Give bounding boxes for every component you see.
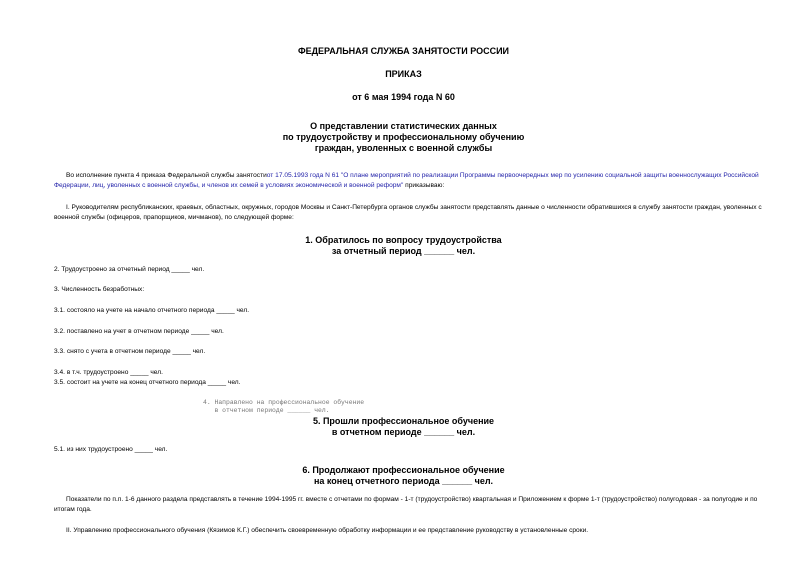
form-item-3-5: 3.5. состоит на учете на конец отчетного периода _____ чел. xyxy=(54,379,241,386)
form-item-5-line-2: в отчетном периоде ______ чел. xyxy=(331,427,476,437)
order-reference-link[interactable]: от 17.05.1993 года N 61 "О плане мероприятий по реализации Программы первоочередных мер по усилению социальной защиты военнослужащих Российской Федерации, лиц, уволенных с военной службы, и членов их семей в условиях экономической и военной реформ" xyxy=(54,172,759,189)
section-1-paragraph: I. Руководителям республиканских, краевых, областных, окружных, городов Москвы и Санкт-Петербурга органов службы занятости представлять данные о численности обратившихся в службу занятости граждан, уволенных с военной службы (офицеров, прапорщиков, мичманов), по следующей форме: xyxy=(54,204,762,221)
form-item-5-line-1: 5. Прошли профессиональное обучение xyxy=(312,416,495,426)
form-item-4-line-1: 4. Направлено на профессиональное обучение xyxy=(203,399,365,406)
title-line-2: по трудоустройству и профессиональному обучению xyxy=(282,132,525,142)
title-line-1: О представлении статистических данных xyxy=(310,121,497,131)
form-item-2: 2. Трудоустроено за отчетный период _____ чел. xyxy=(54,266,205,273)
document-date: от 6 мая 1994 года N 60 xyxy=(352,92,455,102)
form-item-5-1: 5.1. из них трудоустроено _____ чел. xyxy=(54,446,168,453)
section-2-paragraph: II. Управлению профессионального обучения (Кязимов К.Г.) обеспечить своевременную обработку информации и ее представление руководству в установленные сроки. xyxy=(66,527,589,534)
form-item-3-1: 3.1. состояло на учете на начало отчетного периода _____ чел. xyxy=(54,307,250,314)
agency-heading: ФЕДЕРАЛЬНАЯ СЛУЖБА ЗАНЯТОСТИ РОССИИ xyxy=(297,46,510,56)
form-item-3-2: 3.2. поставлено на учет в отчетном периоде _____ чел. xyxy=(54,328,224,335)
form-item-1-line-1: 1. Обратилось по вопросу трудоустройства xyxy=(305,235,502,245)
closing-paragraph: Показатели по п.п. 1-6 данного раздела представлять в течение 1994-1995 гг. вместе с отчетами по формам - 1-т (трудоустройство) квартальная и Приложением к форме 1-т (трудоустройство) полугодовая - за полугодие и по итогам года. xyxy=(54,496,758,513)
form-item-3: 3. Численность безработных: xyxy=(54,286,145,293)
document-type: ПРИКАЗ xyxy=(385,69,422,79)
intro-paragraph xyxy=(54,171,770,190)
form-item-3-4: 3.4. в т.ч. трудоустроено _____ чел. xyxy=(54,369,163,376)
title-line-3: граждан, уволенных с военной службы xyxy=(314,143,493,153)
intro-text: Во исполнение пункта 4 приказа Федеральной службы занятости xyxy=(66,172,267,179)
form-item-4-line-2: в отчетном периоде ______ чел. xyxy=(203,407,330,414)
form-item-1-line-2: за отчетный период ______ чел. xyxy=(331,246,476,256)
form-item-6-line-1: 6. Продолжают профессиональное обучение xyxy=(302,465,505,475)
form-item-6-line-2: на конец отчетного периода ______ чел. xyxy=(313,476,494,486)
intro-text-end: приказываю: xyxy=(403,181,445,189)
form-item-3-3: 3.3. снято с учета в отчетном периоде _____ чел. xyxy=(54,348,206,355)
